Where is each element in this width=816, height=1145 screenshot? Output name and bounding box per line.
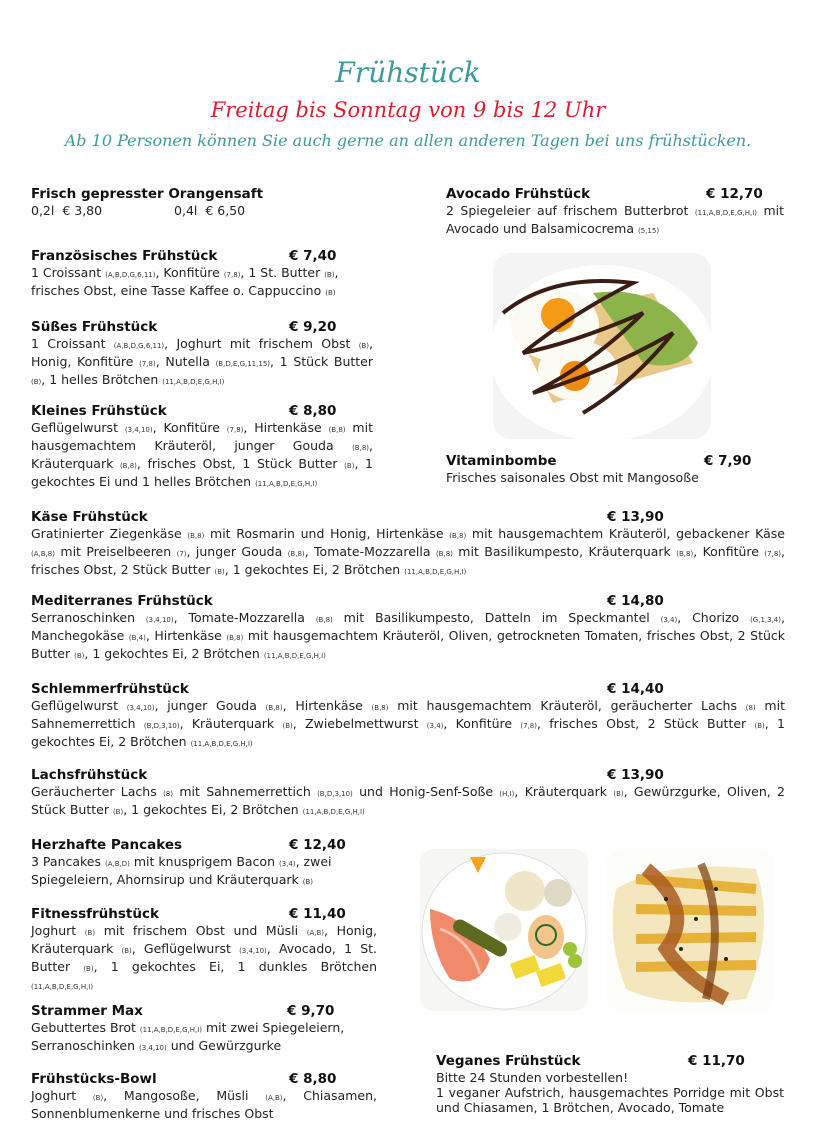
item-price: € 7,90 — [704, 453, 752, 469]
menu-item-fitness: Fitnessfrühstück € 11,40 Joghurt (B) mit frischem Obst und Müsli (A,B), Honig, Kräuterquark (B), Geflügelwurst (3,4,10), Avocado, 1 St. Butter (B), 1 gekochtes Ei, 1 dunkles Brötchen (11,A,B,D,E,G,H,I) — [31, 906, 377, 991]
item-price: € 12,70 — [706, 186, 763, 202]
pancakes-photo — [606, 849, 774, 1011]
menu-item-schlemmer: Schlemmerfrühstück € 14,40 Geflügelwurst (3,4,10), junger Gouda (B,8), Hirtenkäse (B,8) mit hausgemachtem Kräuteröl, geräucherter Lachs (8) mit Sahnemerrettich (B,D,3,10), Kräuterquark (B), Zwiebelmettwurst (3,4), Konfitüre (7,8), frisches Obst, 2 Stück Butter (B), 1 gekochtes Ei, 2 Brötchen (11,A,B,D,E,G,H,I) — [31, 681, 786, 749]
item-name: Mediterranes Frühstück — [31, 593, 213, 609]
menu-item-lachs: Lachsfrühstück € 13,90 Geräucherter Lachs (8) mit Sahnemerrettich (B,D,3,10) und Honig-Senf-Soße (H,I), Kräuterquark (B), Gewürzgurke, Oliven, 2 Stück Butter (B), 1 gekochtes Ei, 2 Brötchen (11,A,B,D,E,G,H,I) — [31, 767, 785, 817]
menu-item-vegan: Veganes Frühstück € 11,70 Bitte 24 Stunden vorbestellen! 1 veganer Aufstrich, hausgemachtes Porridge mit Obst und Chiasamen, 1 Brötchen, Avocado, Tomate — [436, 1053, 784, 1115]
item-price: € 13,90 — [607, 509, 664, 525]
item-name: Französisches Frühstück — [31, 248, 218, 264]
item-price: € 14,40 — [607, 681, 664, 697]
salmon-plate-photo — [420, 849, 588, 1011]
item-name: Käse Frühstück — [31, 509, 148, 525]
menu-item-bowl: Frühstücks-Bowl € 8,80 Joghurt (B), Mangosoße, Müsli (A,B), Chiasamen, Sonnenblumenkerne und frisches Obst — [31, 1071, 377, 1121]
item-price: € 7,40 — [289, 248, 337, 264]
item-price: € 8,80 — [289, 1071, 337, 1087]
page-title: Frühstück — [335, 56, 481, 89]
opening-hours: Freitag bis Sonntag von 9 bis 12 Uhr — [210, 98, 606, 122]
item-price: € 11,70 — [688, 1053, 745, 1069]
item-price: € 8,80 — [289, 403, 337, 419]
item-name: Vitaminbombe — [446, 453, 557, 469]
menu-item-strammer: Strammer Max € 9,70 Gebuttertes Brot (11,A,B,D,E,G,H,I) mit zwei Spiegeleiern, Serranoschinken (3,4,10) und Gewürzgurke — [31, 1003, 377, 1056]
item-name: Kleines Frühstück — [31, 403, 167, 419]
menu-item-vitamin: Vitaminbombe € 7,90 Frisches saisonales Obst mit Mangosoße — [446, 453, 784, 485]
item-name: Lachsfrühstück — [31, 767, 148, 783]
size: 0,2l — [31, 203, 55, 218]
menu-item-suess: Süßes Frühstück € 9,20 1 Croissant (A,B,D,G,6,11), Joghurt mit frischem Obst (B), Honig, Konfitüre (7,8), Nutella (B,D,E,G,11,15), 1 Stück Butter (B), 1 helles Brötchen (11,A,B,D,E,G,H,I) — [31, 319, 373, 387]
item-price: € 9,20 — [289, 319, 337, 335]
menu-item-orangensaft — [31, 186, 371, 218]
item-price: € 13,90 — [607, 767, 664, 783]
menu-item-avocado: Avocado Frühstück € 12,70 2 Spiegeleier auf frischem Butterbrot (11,A,B,D,E,G,H,I) mit Avocado und Balsamicocrema (5,15) — [446, 186, 785, 236]
item-name: Herzhafte Pancakes — [31, 837, 183, 853]
item-name: Frisch gepresster Orangensaft — [31, 186, 264, 202]
menu-item-franz: Französisches Frühstück € 7,40 1 Croissant (A,B,D,G,6,11), Konfitüre (7,8), 1 St. Butter (B), frisches Obst, eine Tasse Kaffee o. Cappuccino (B) — [31, 248, 379, 301]
item-name: Avocado Frühstück — [446, 186, 591, 202]
menu-item-pancakes: Herzhafte Pancakes € 12,40 3 Pancakes (A,B,D) mit knusprigem Bacon (3,4), zwei Spiegeleiern, Ahornsirup und Kräuterquark (B) — [31, 837, 379, 890]
item-price: € 12,40 — [289, 837, 346, 853]
price: € 3,80 — [62, 203, 103, 218]
item-name: Schlemmerfrühstück — [31, 681, 189, 697]
menu-item-kaese: Käse Frühstück € 13,90 Gratinierter Ziegenkäse (B,8) mit Rosmarin und Honig, Hirtenkäse (B,8) mit hausgemachtem Kräuteröl, gebackener Käse (A,B,8) mit Preiselbeeren (7), junger Gouda (B,8), Tomate-Mozzarella (B,8) mit Basilikumpesto, Kräuterquark (B,8), Konfitüre (7,8), frisches Obst, 2 Stück Butter (B), 1 gekochtes Ei, 2 Brötchen (11,A,B,D,E,G,H,I) — [31, 509, 785, 577]
item-name: Frühstücks-Bowl — [31, 1071, 157, 1087]
item-name: Fitnessfrühstück — [31, 906, 159, 922]
item-price: € 14,80 — [607, 593, 664, 609]
avocado-dish-photo — [493, 253, 711, 439]
item-name: Strammer Max — [31, 1003, 143, 1019]
item-name: Süßes Frühstück — [31, 319, 158, 335]
item-name: Veganes Frühstück — [436, 1053, 581, 1069]
item-price: € 9,70 — [287, 1003, 335, 1019]
group-note: Ab 10 Personen können Sie auch gerne an allen anderen Tagen bei uns frühstücken. — [64, 131, 752, 150]
size: 0,4l — [174, 203, 198, 218]
item-price: € 11,40 — [289, 906, 346, 922]
menu-item-medi: Mediterranes Frühstück € 14,80 Serranoschinken (3,4,10), Tomate-Mozzarella (B,8) mit Basilikumpesto, Datteln im Speckmantel (3,4), Chorizo (G,1,3,4), Manchegokäse (B,4), Hirtenkäse (B,8) mit hausgemachtem Kräuteröl, Oliven, getrockneten Tomaten, frisches Obst, 2 Stück Butter (B), 1 gekochtes Ei, 2 Brötchen (11,A,B,D,E,G,H,I) — [31, 593, 786, 661]
price: € 6,50 — [205, 203, 246, 218]
menu-item-klein: Kleines Frühstück € 8,80 Geflügelwurst (3,4,10), Konfitüre (7,8), Hirtenkäse (B,8) mit hausgemachtem Kräuteröl, junger Gouda (B,8), Kräuterquark (B,8), frisches Obst, 1 Stück Butter (B), 1 gekochtes Ei und 1 helles Brötchen (11,A,B,D,E,G,H,I) — [31, 403, 373, 489]
